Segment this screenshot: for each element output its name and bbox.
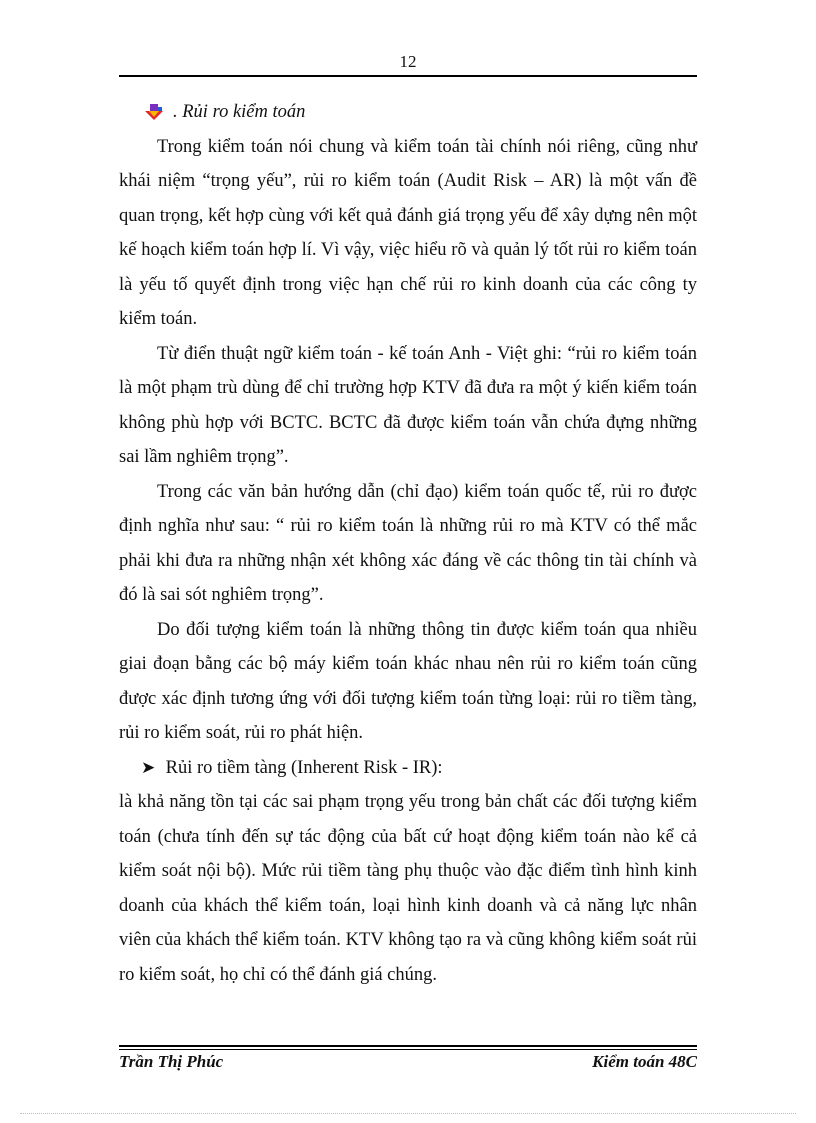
paragraph: Từ điển thuật ngữ kiểm toán - kế toán Anh - Việt ghi: “rủi ro kiểm toán là một phạm trù dùng để chỉ trường hợp KTV đã đưa ra một ý kiến kiểm toán không phù hợp với BCTC. BCTC đã được kiểm toán vẫn chứa đựng những sai lầm nghiêm trọng”. bbox=[119, 343, 697, 467]
page-number: 12 bbox=[399, 52, 417, 71]
footer-rule bbox=[119, 1045, 697, 1047]
paragraph: Do đối tượng kiểm toán là những thông tin được kiểm toán qua nhiều giai đoạn bằng các bộ máy kiểm toán khác nhau nên rủi ro kiểm toán cũng được xác định tương ứng với đối tượng kiểm toán từng loại: rủi ro tiềm tàng, rủi ro kiểm soát, rủi ro phát hiện. bbox=[119, 619, 697, 743]
section-heading bbox=[119, 95, 697, 130]
page-edge-divider bbox=[20, 1113, 796, 1114]
colored-arrow-bullet-icon bbox=[145, 104, 163, 120]
header-rule bbox=[119, 75, 697, 77]
subsection-heading bbox=[119, 751, 697, 786]
document-body bbox=[119, 95, 697, 992]
footer-rule-thin bbox=[119, 1049, 697, 1050]
footer-author: Trần Thị Phúc bbox=[119, 1052, 224, 1071]
subsection-heading-text: Rủi ro tiềm tàng (Inherent Risk - IR): bbox=[165, 757, 443, 778]
paragraph: Trong các văn bản hướng dẫn (chỉ đạo) kiểm toán quốc tế, rủi ro được định nghĩa như sau: “ rủi ro kiểm toán là những rủi ro mà KTV có thể mắc phải khi đưa ra những nhận xét không xác đáng về các thông tin tài chính và đó là sai sót nghiêm trọng”. bbox=[119, 481, 697, 605]
arrowhead-bullet-icon: ➤ bbox=[141, 757, 156, 777]
section-heading-text: . Rủi ro kiểm toán bbox=[173, 102, 306, 122]
paragraph: là khả năng tồn tại các sai phạm trọng yếu trong bản chất các đối tượng kiểm toán (chưa tính đến sự tác động của bất cứ hoạt động kiểm toán nào kể cả kiểm soát nội bộ). Mức rủi tiềm tàng phụ thuộc vào đặc điểm tình hình kinh doanh của khách thể kiểm toán, loại hình kinh doanh và cả năng lực nhân viên của khách thể kiểm toán. KTV không tạo ra và cũng không kiểm soát rủi ro kiểm soát, họ chỉ có thể đánh giá chúng. bbox=[119, 792, 697, 985]
paragraph: Trong kiểm toán nói chung và kiểm toán tài chính nói riêng, cũng như khái niệm “trọng yếu”, rủi ro kiểm toán (Audit Risk – AR) là một vấn đề quan trọng, kết hợp cùng với kết quả đánh giá trọng yếu để xây dựng nên một kế hoạch kiểm toán hợp lí. Vì vậy, việc hiểu rõ và quản lý tốt rủi ro kiểm toán là yếu tố quyết định trong việc hạn chế rủi ro kinh doanh của các công ty kiểm toán. bbox=[119, 136, 697, 329]
footer-class: Kiểm toán 48C bbox=[592, 1052, 697, 1071]
